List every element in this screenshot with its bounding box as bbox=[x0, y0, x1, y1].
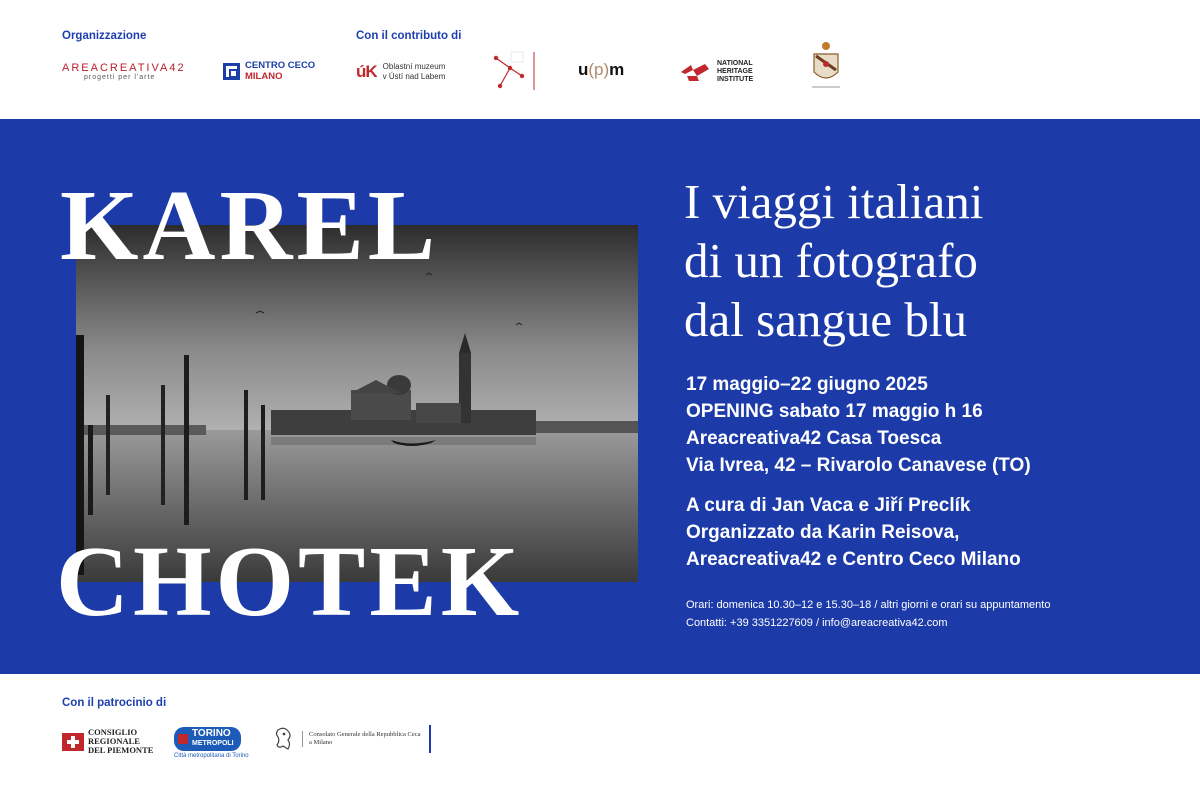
oblastni-line2: v Ústí nad Labem bbox=[382, 72, 446, 81]
national-heritage-institute-logo bbox=[681, 60, 753, 84]
upm-m: m bbox=[609, 60, 625, 79]
oblastni-muzeum-logo bbox=[356, 62, 445, 82]
nhi-line1: NATIONAL bbox=[717, 60, 753, 67]
upm-logo bbox=[578, 60, 624, 80]
artist-last-name: CHOTEK bbox=[56, 525, 524, 637]
organizzazione-label: Organizzazione bbox=[62, 30, 147, 42]
torino-line1: TORINO bbox=[192, 728, 231, 739]
credit-curators: A cura di Jan Vaca e Jiří Preclík bbox=[686, 495, 971, 516]
areacreativa42-logo-sub: progetti per l'arte bbox=[84, 74, 156, 81]
consolato-line2: a Milano bbox=[309, 739, 333, 746]
consiglio-line2: REGIONALE bbox=[88, 736, 140, 746]
upm-p: (p) bbox=[588, 60, 610, 79]
patrocinio-label: Con il patrocinio di bbox=[62, 697, 167, 709]
exhibition-title bbox=[684, 172, 983, 349]
oblastni-line1: Oblastní muzeum bbox=[382, 62, 446, 71]
areacreativa42-logo bbox=[62, 62, 186, 81]
consolato-line1: Consolato Generale della Repubblica Ceca bbox=[309, 731, 421, 738]
centro-ceco-line1: CENTRO CECO bbox=[245, 60, 316, 71]
title-line-2: di un fotografo bbox=[684, 233, 978, 288]
contributo-label: Con il contributo di bbox=[356, 30, 462, 42]
title-line-3: dal sangue blu bbox=[684, 292, 968, 347]
exhibition-credits bbox=[686, 492, 1021, 573]
consiglio-line3: DEL PIEMONTE bbox=[88, 745, 154, 755]
detail-dates: 17 maggio–22 giugno 2025 bbox=[686, 374, 928, 395]
czech-lion-emblem-icon bbox=[274, 726, 294, 752]
consolato-divider bbox=[429, 725, 431, 753]
artist-first-name: KAREL bbox=[60, 169, 440, 281]
torino-line2: METROPOLI bbox=[192, 740, 234, 747]
areacreativa42-logo-text: AREACREATIVA42 bbox=[62, 62, 186, 74]
statni-oblastni-archiv-logo bbox=[492, 48, 538, 94]
credit-organizer: Organizzato da Karin Reisova, bbox=[686, 522, 960, 543]
credit-partners: Areacreativa42 e Centro Ceco Milano bbox=[686, 549, 1021, 570]
exhibition-details bbox=[686, 371, 1031, 479]
centro-ceco-logo bbox=[223, 60, 315, 82]
upm-u: u bbox=[578, 60, 589, 79]
consolato-ceco-logo bbox=[274, 725, 431, 753]
centro-ceco-icon bbox=[223, 63, 240, 80]
centro-ceco-line2: MILANO bbox=[245, 71, 283, 82]
piemonte-flag-icon bbox=[62, 733, 84, 751]
consiglio-regionale-logo bbox=[62, 728, 153, 755]
nhi-line3: INSTITUTE bbox=[717, 76, 754, 83]
detail-opening: OPENING sabato 17 maggio h 16 bbox=[686, 401, 983, 422]
detail-address: Via Ivrea, 42 – Rivarolo Canavese (TO) bbox=[686, 455, 1031, 476]
contacts[interactable]: Contatti: +39 3351227609 / info@areacreativa42.com bbox=[686, 617, 948, 629]
torino-flag-icon bbox=[178, 734, 188, 744]
opening-hours: Orari: domenica 10.30–12 e 15.30–18 / altri giorni e orari su appuntamento bbox=[686, 599, 1051, 611]
nhi-mark-icon bbox=[681, 62, 711, 82]
consiglio-line1: CONSIGLIO bbox=[88, 727, 138, 737]
detail-venue: Areacreativa42 Casa Toesca bbox=[686, 428, 942, 449]
city-crest-logo bbox=[806, 40, 846, 90]
archiv-network-icon bbox=[492, 48, 538, 94]
torino-metropoli-logo bbox=[174, 727, 249, 759]
crest-icon bbox=[806, 40, 846, 90]
oblastni-mark: úK bbox=[356, 62, 377, 81]
nhi-line2: HERITAGE bbox=[717, 68, 753, 75]
title-line-1: I viaggi italiani bbox=[684, 174, 984, 229]
torino-sub: Città metropolitana di Torino bbox=[174, 753, 249, 759]
